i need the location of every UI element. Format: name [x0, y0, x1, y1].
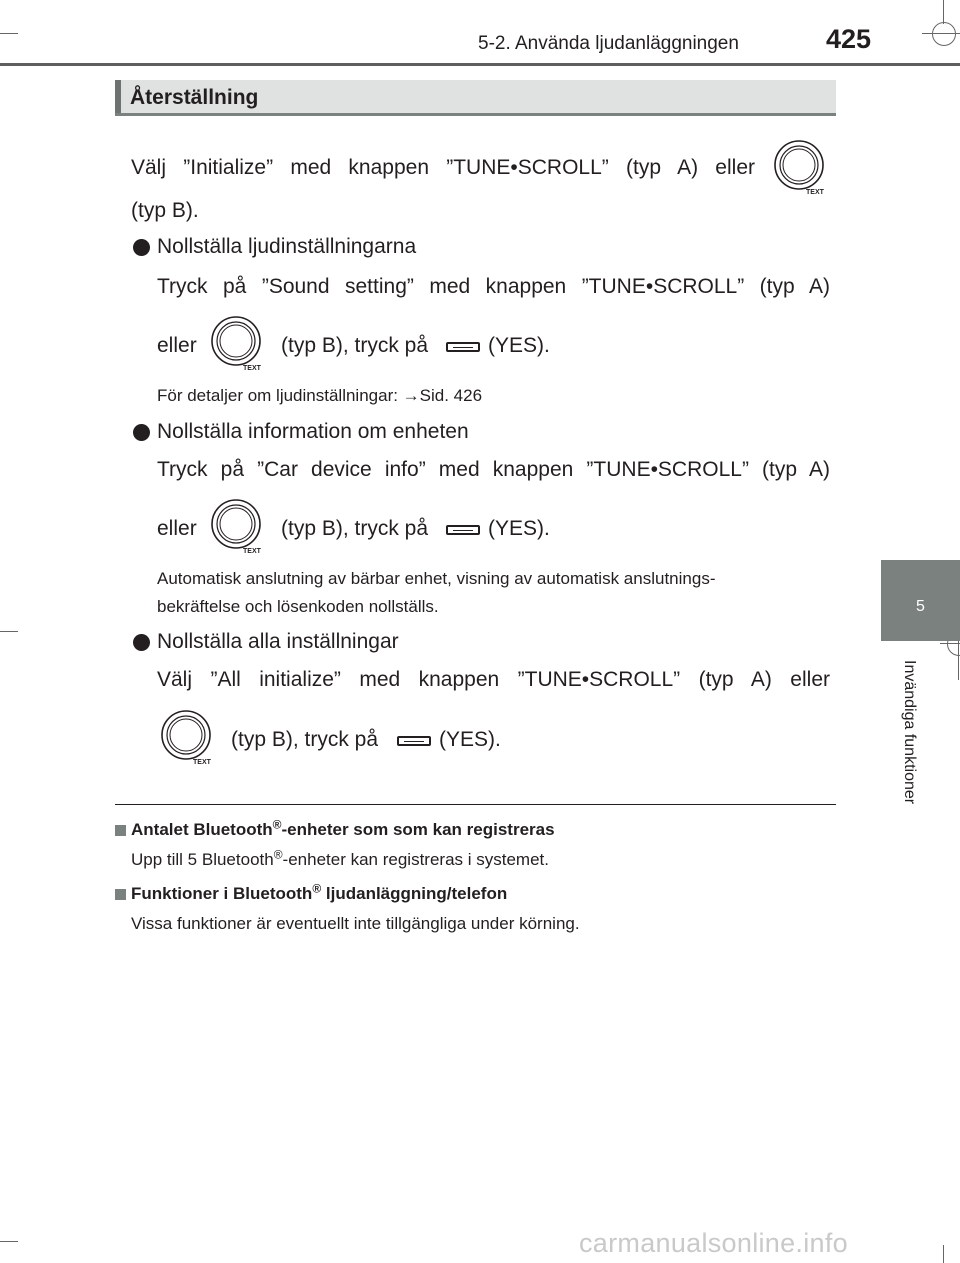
intro-line-1: Välj ”Initialize” med knappen ”TUNE•SCROLL” (typ A) eller — [131, 156, 755, 179]
item-line-2-end: (YES). — [439, 728, 501, 751]
item-line-2-pre: eller — [157, 334, 197, 357]
item-note-line-2: bekräftelse och lösenkoden nollställs. — [157, 597, 439, 616]
crop-mark — [0, 1241, 18, 1242]
section-divider — [115, 804, 836, 805]
watermark: carmanualsonline.info — [579, 1228, 848, 1258]
note-title: Antalet Bluetooth®-enheter som som kan registreras — [131, 817, 555, 839]
note-square-icon — [115, 825, 126, 836]
item-line-2-end: (YES). — [488, 334, 550, 357]
item-line-2-pre: eller — [157, 517, 197, 540]
header-rule — [0, 63, 960, 66]
note-text: Upp till 5 Bluetooth®-enheter kan registreras i systemet. — [131, 847, 549, 869]
svg-text:TEXT: TEXT — [243, 548, 261, 555]
tune-scroll-knob-icon — [207, 312, 271, 376]
item-title: Nollställa ljudinställningarna — [157, 235, 417, 258]
intro-line-2: (typ B). — [131, 199, 199, 222]
note-text: Vissa funktioner är eventuellt inte tillgängliga under körning. — [131, 914, 580, 933]
svg-text:TEXT: TEXT — [243, 365, 261, 372]
tune-scroll-knob-icon — [770, 136, 834, 200]
item-note: För detaljer om ljudinställningar: →Sid. 426 — [157, 386, 483, 405]
yes-key-icon — [397, 736, 431, 746]
bullet-icon — [133, 424, 150, 441]
bullet-icon — [133, 634, 150, 651]
item-title: Nollställa information om enheten — [157, 420, 469, 443]
item-line-1: Tryck på ”Sound setting” med knappen ”TUNE•SCROLL” (typ A) — [157, 275, 830, 298]
chapter-number: 5 — [916, 598, 925, 615]
yes-key-icon — [446, 525, 480, 535]
item-line-2-post: (typ B), tryck på — [281, 334, 429, 357]
tune-scroll-knob-icon — [207, 495, 271, 559]
header-title: 5-2. Använda ljudanläggningen — [478, 33, 739, 54]
crop-mark — [922, 33, 960, 34]
crop-mark — [943, 1245, 944, 1263]
chapter-label — [893, 660, 917, 840]
chapter-label-text: Invändiga funktioner — [901, 660, 918, 805]
item-title: Nollställa alla inställningar — [157, 630, 399, 653]
item-note-line-1: Automatisk anslutning av bärbar enhet, visning av automatisk anslutnings- — [157, 569, 716, 588]
section-header-rule — [115, 113, 836, 116]
crop-mark — [932, 22, 956, 46]
crop-mark — [0, 33, 18, 34]
crop-mark — [940, 643, 960, 644]
note-square-icon — [115, 889, 126, 900]
page-number: 425 — [826, 24, 872, 54]
item-line-2-post: (typ B), tryck på — [281, 517, 429, 540]
crop-mark — [0, 631, 18, 632]
item-line-2-end: (YES). — [488, 517, 550, 540]
svg-text:TEXT: TEXT — [193, 759, 211, 766]
item-line-1: Välj ”All initialize” med knappen ”TUNE•SCROLL” (typ A) eller — [157, 668, 830, 691]
item-line-2-post: (typ B), tryck på — [231, 728, 379, 751]
note-title: Funktioner i Bluetooth® ljudanläggning/telefon — [131, 881, 508, 903]
yes-key-icon — [446, 342, 480, 352]
item-line-1: Tryck på ”Car device info” med knappen ”TUNE•SCROLL” (typ A) — [157, 458, 830, 481]
chapter-tab — [881, 560, 960, 641]
section-header-bar — [115, 80, 121, 114]
section-title: Återställning — [130, 86, 259, 109]
bullet-icon — [133, 239, 150, 256]
svg-text:TEXT: TEXT — [806, 189, 824, 196]
crop-mark — [943, 0, 944, 24]
tune-scroll-knob-icon — [157, 706, 221, 770]
